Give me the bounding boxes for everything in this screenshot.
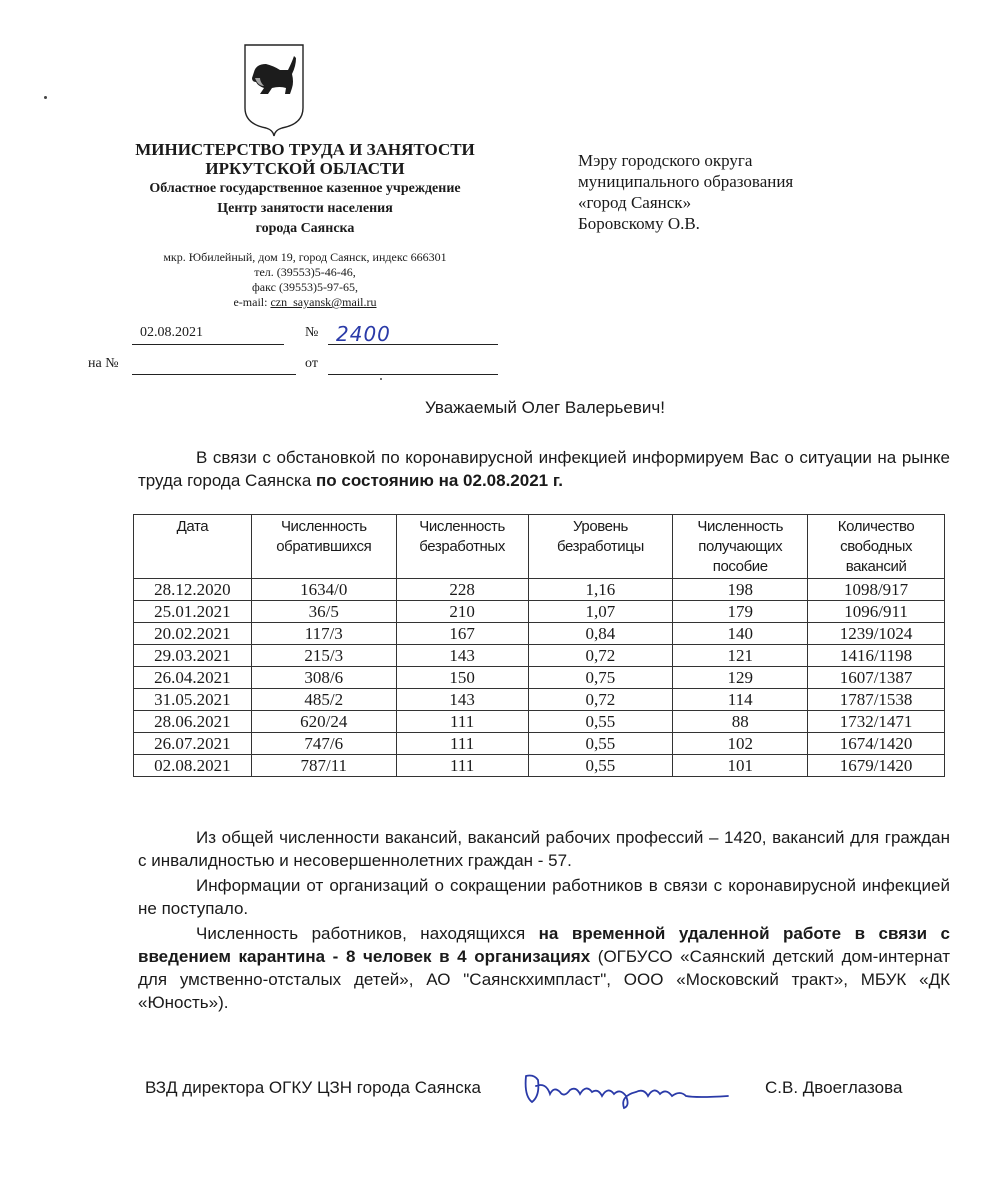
table-body — [134, 579, 945, 777]
table-cell: 1634/0 — [251, 579, 396, 601]
column-header-line: свободных — [840, 538, 913, 555]
scan-speck — [44, 96, 47, 99]
reference-number-field — [132, 358, 296, 375]
table-cell: 167 — [396, 623, 528, 645]
remote-work-orgs: (ОГБУСО «Саянский детский дом-интернат для умственно-отсталых детей», АО "Саянскхимпласт", ООО «Московский тракт», МБУК «ДК «Юность»). — [138, 947, 950, 1012]
registration-number-field — [328, 322, 498, 345]
labor-market-table — [133, 514, 945, 777]
table-row — [134, 667, 945, 689]
table-cell: 114 — [673, 689, 808, 711]
intro-bold: по состоянию на 02.08.2021 г — [316, 471, 559, 490]
column-header — [251, 515, 396, 579]
institution-city: города Саянска — [255, 221, 355, 236]
table-cell: 210 — [396, 601, 528, 623]
table-cell: 228 — [396, 579, 528, 601]
institution-name: Центр занятости населения — [217, 201, 393, 216]
vacancies-text: Из общей численности вакансий, вакансий рабочих профессий – 1420, вакансий для граждан с инвалидностью и несовершеннолетних граждан - 57. — [138, 828, 950, 870]
column-header-line: безработных — [419, 538, 505, 555]
table-row — [134, 623, 945, 645]
table-cell: 121 — [673, 645, 808, 667]
column-header-line: получающих — [698, 538, 783, 555]
contact-block — [100, 250, 510, 310]
intro-text: В связи с обстановкой по коронавирусной инфекцией информируем Вас о ситуации на рынке труда города Саянска — [138, 448, 950, 490]
table-cell: 620/24 — [251, 711, 396, 733]
table-cell: 1607/1387 — [808, 667, 945, 689]
table-cell: 140 — [673, 623, 808, 645]
handwritten-signature-icon — [520, 1066, 735, 1110]
column-header — [673, 515, 808, 579]
remote-work-bold: на временной удаленной работе в связи с введением карантина - 8 человек в 4 организациях — [138, 924, 950, 966]
table-cell: 111 — [396, 733, 528, 755]
remote-work-text: Численность работников, находящихся — [196, 924, 539, 943]
column-header-line: Дата — [176, 518, 209, 535]
table-row — [134, 645, 945, 667]
table-cell: 25.01.2021 — [134, 601, 252, 623]
table-row — [134, 579, 945, 601]
table-cell: 1674/1420 — [808, 733, 945, 755]
email-link[interactable]: czn_sayansk@mail.ru — [270, 295, 377, 309]
table-cell: 179 — [673, 601, 808, 623]
table-cell: 143 — [396, 645, 528, 667]
column-header-line: безработицы — [557, 538, 644, 555]
table-cell: 787/11 — [251, 755, 396, 777]
column-header — [396, 515, 528, 579]
table-cell: 1787/1538 — [808, 689, 945, 711]
layoffs-paragraph — [138, 874, 950, 920]
table-cell: 111 — [396, 711, 528, 733]
column-header-line: Численность — [280, 518, 367, 535]
table-cell: 1732/1471 — [808, 711, 945, 733]
table-cell: 0,75 — [528, 667, 673, 689]
table-cell: 1416/1198 — [808, 645, 945, 667]
column-header — [528, 515, 673, 579]
table-cell: 143 — [396, 689, 528, 711]
vacancies-paragraph — [138, 826, 950, 872]
institution-type: Областное государственное казенное учреждение — [149, 181, 461, 196]
column-header-line: Численность — [419, 518, 505, 535]
coat-of-arms-icon — [242, 42, 306, 138]
table-cell: 28.06.2021 — [134, 711, 252, 733]
registration-number-label: № — [305, 325, 319, 340]
table-cell: 215/3 — [251, 645, 396, 667]
letterhead — [100, 140, 510, 239]
table-cell: 150 — [396, 667, 528, 689]
table-cell: 26.07.2021 — [134, 733, 252, 755]
table-cell: 1,07 — [528, 601, 673, 623]
table-cell: 485/2 — [251, 689, 396, 711]
reference-number-label: на № — [88, 356, 119, 371]
table-cell: 28.12.2020 — [134, 579, 252, 601]
column-header-line: Уровень — [572, 518, 628, 535]
table-cell: 0,55 — [528, 733, 673, 755]
addressee-line: Мэру городского округа — [578, 151, 753, 170]
reference-date-field — [328, 358, 498, 375]
column-header — [808, 515, 945, 579]
table-cell: 308/6 — [251, 667, 396, 689]
registration-number: 2400 — [336, 322, 391, 346]
table-row — [134, 755, 945, 777]
addressee-line: «город Саянск» — [578, 193, 692, 212]
table-cell: 36/5 — [251, 601, 396, 623]
layoffs-text: Информации от организаций о сокращении работников в связи с коронавирусной инфекцией не поступало. — [138, 876, 950, 918]
column-header-line: обратившихся — [276, 538, 372, 555]
table-cell: 0,84 — [528, 623, 673, 645]
phone: тел. (39553)5-46-46, — [254, 265, 356, 279]
ministry-name: МИНИСТЕРСТВО ТРУДА И ЗАНЯТОСТИ — [135, 140, 475, 159]
signatory-position: ВЗД директора ОГКУ ЦЗН города Саянска — [145, 1078, 481, 1097]
table-header-row — [134, 515, 945, 579]
table-cell: 0,55 — [528, 755, 673, 777]
table-cell: 1,16 — [528, 579, 673, 601]
fax: факс (39553)5-97-65, — [252, 280, 358, 294]
intro-paragraph — [138, 446, 950, 492]
column-header-line: вакансий — [845, 558, 907, 575]
table-cell: 1098/917 — [808, 579, 945, 601]
table-cell: 101 — [673, 755, 808, 777]
table-cell: 0,55 — [528, 711, 673, 733]
table-cell: 29.03.2021 — [134, 645, 252, 667]
greeting: Уважаемый Олег Валерьевич! — [425, 398, 665, 417]
table-cell: 111 — [396, 755, 528, 777]
table-cell: 1096/911 — [808, 601, 945, 623]
addressee-name: Боровскому О.В. — [578, 214, 700, 233]
remote-work-paragraph — [138, 922, 950, 1014]
address: мкр. Юбилейный, дом 19, город Саянск, индекс 666301 — [163, 250, 447, 264]
table-row — [134, 601, 945, 623]
email-label: e-mail: — [233, 295, 271, 309]
column-header-line: пособие — [712, 558, 768, 575]
intro-tail: . — [558, 471, 563, 490]
table-cell: 117/3 — [251, 623, 396, 645]
column-header-line: Количество — [837, 518, 915, 535]
table-cell: 747/6 — [251, 733, 396, 755]
scan-speck — [380, 378, 382, 380]
table-cell: 31.05.2021 — [134, 689, 252, 711]
table-cell: 0,72 — [528, 689, 673, 711]
column-header-line: Численность — [697, 518, 784, 535]
registration-date: 02.08.2021 — [132, 325, 284, 345]
addressee — [578, 150, 793, 234]
table-row — [134, 733, 945, 755]
email-line — [100, 295, 510, 310]
table-row — [134, 711, 945, 733]
table-cell: 0,72 — [528, 645, 673, 667]
addressee-line: муниципального образования — [578, 172, 794, 191]
table-cell: 129 — [673, 667, 808, 689]
table-cell: 1679/1420 — [808, 755, 945, 777]
ministry-region: ИРКУТСКОЙ ОБЛАСТИ — [205, 159, 405, 178]
table-cell: 20.02.2021 — [134, 623, 252, 645]
table-cell: 26.04.2021 — [134, 667, 252, 689]
signatory-name: С.В. Двоеглазова — [765, 1078, 903, 1097]
table-cell: 102 — [673, 733, 808, 755]
column-header — [134, 515, 252, 579]
table-cell: 02.08.2021 — [134, 755, 252, 777]
reference-date-label: от — [305, 356, 318, 371]
table-cell: 198 — [673, 579, 808, 601]
table-cell: 88 — [673, 711, 808, 733]
table-row — [134, 689, 945, 711]
table-cell: 1239/1024 — [808, 623, 945, 645]
